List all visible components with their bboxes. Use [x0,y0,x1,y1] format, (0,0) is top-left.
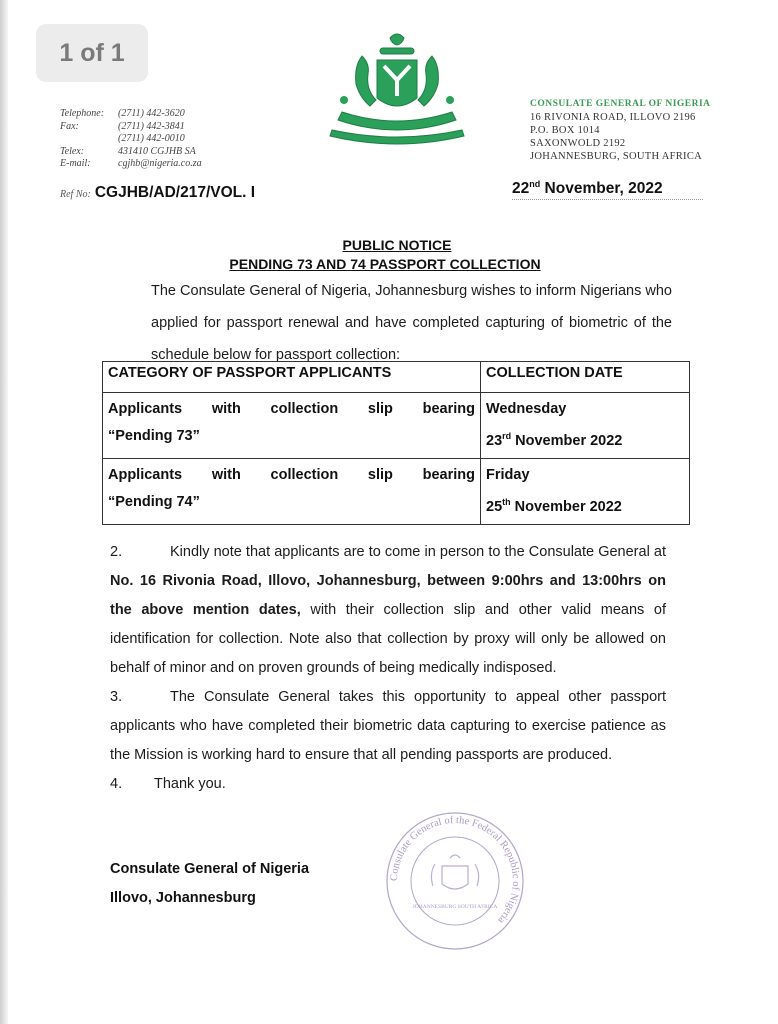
intro-paragraph: The Consulate General of Nigeria, Johannesburg wishes to inform Nigerians who applied for passport renewal and have completed capturing of biometric of the schedule below for passport collection: [151,283,672,363]
header-date: COLLECTION DATE [481,362,690,393]
collection-schedule-table [102,361,690,525]
notice-body [110,538,666,799]
seal-ring-text: Consulate General of the Federal Republic of Nigeria [388,814,522,926]
date-cell: Wednesday 23rd November 2022 [481,393,690,459]
seal-outer-ring [387,813,523,949]
contact-fax-2: (2711) 442-0010 [118,133,185,144]
date-dotted-line [512,199,703,200]
contact-telex: Telex: 431410 CGJHB SA [60,145,196,157]
nigeria-coat-of-arms-icon [322,30,472,150]
signoff-line-1: Consulate General of Nigeria [110,861,310,877]
reference-number: Ref No: CGJHB/AD/217/VOL. I [60,184,256,201]
paragraph-4: 4. Thank you. [110,776,226,792]
table-header-row [103,362,690,393]
seal-crest-icon [431,855,478,889]
table-row [103,458,690,524]
signoff-line-2: Illovo, Johannesburg [110,890,256,906]
contact-telephone: Telephone: (2711) 442-3620 [60,108,185,119]
address-line: JOHANNESBURG, SOUTH AFRICA [530,151,703,162]
paragraph-2: 2. Kindly note that applicants are to come in person to the Consulate General at No. 16 Rivonia Road, Illovo, Johannesburg, between 9:00hrs and 13:00hrs on the above mention dates, with their collection slip and other valid means of identification for collection. Note also that collection by proxy will only be allowed on behalf of minor and on proven grounds of being medically indisposed. [110,544,666,676]
notice-title: PUBLIC NOTICE [342,237,452,253]
page-indicator: 1 of 1 [36,24,148,82]
address-line: SAXONWOLD 2192 [530,138,626,149]
contact-email: E-mail: cgjhb@nigeria.co.za [60,158,202,169]
paragraph-3: 3. The Consulate General takes this opportunity to appeal other passport applicants who have completed their biometric data capturing to exercise patience as the Mission is working hard to ensure that all pending passports are produced. [110,689,666,763]
date-cell: Friday 25th November 2022 [481,458,690,524]
address-line: P.O. BOX 1014 [530,125,600,136]
office-name: CONSULATE GENERAL OF NIGERIA [530,99,711,109]
letterhead-address [530,98,760,163]
scan-edge-shadow [0,0,8,1024]
notice-subtitle: PENDING 73 AND 74 PASSPORT COLLECTION [229,256,541,272]
table-row [103,393,690,459]
signoff [110,855,309,913]
seal-inner-text: JOHANNESBURG SOUTH AFRICA [412,904,498,910]
category-cell: Applicants with collection slip bearing “Pending 73” [103,393,481,459]
header-category: CATEGORY OF PASSPORT APPLICANTS [103,362,481,393]
letter-date: 22nd November, 2022 [512,179,663,198]
seal-inner-ring [411,837,499,925]
contact-fax: Fax: (2711) 442-3841 [60,120,185,132]
category-cell: Applicants with collection slip bearing “Pending 74” [103,458,481,524]
address-line: 16 RIVONIA ROAD, ILLOVO 2196 [530,112,696,123]
letterhead-contacts [60,108,300,171]
consulate-seal-stamp [380,806,530,956]
